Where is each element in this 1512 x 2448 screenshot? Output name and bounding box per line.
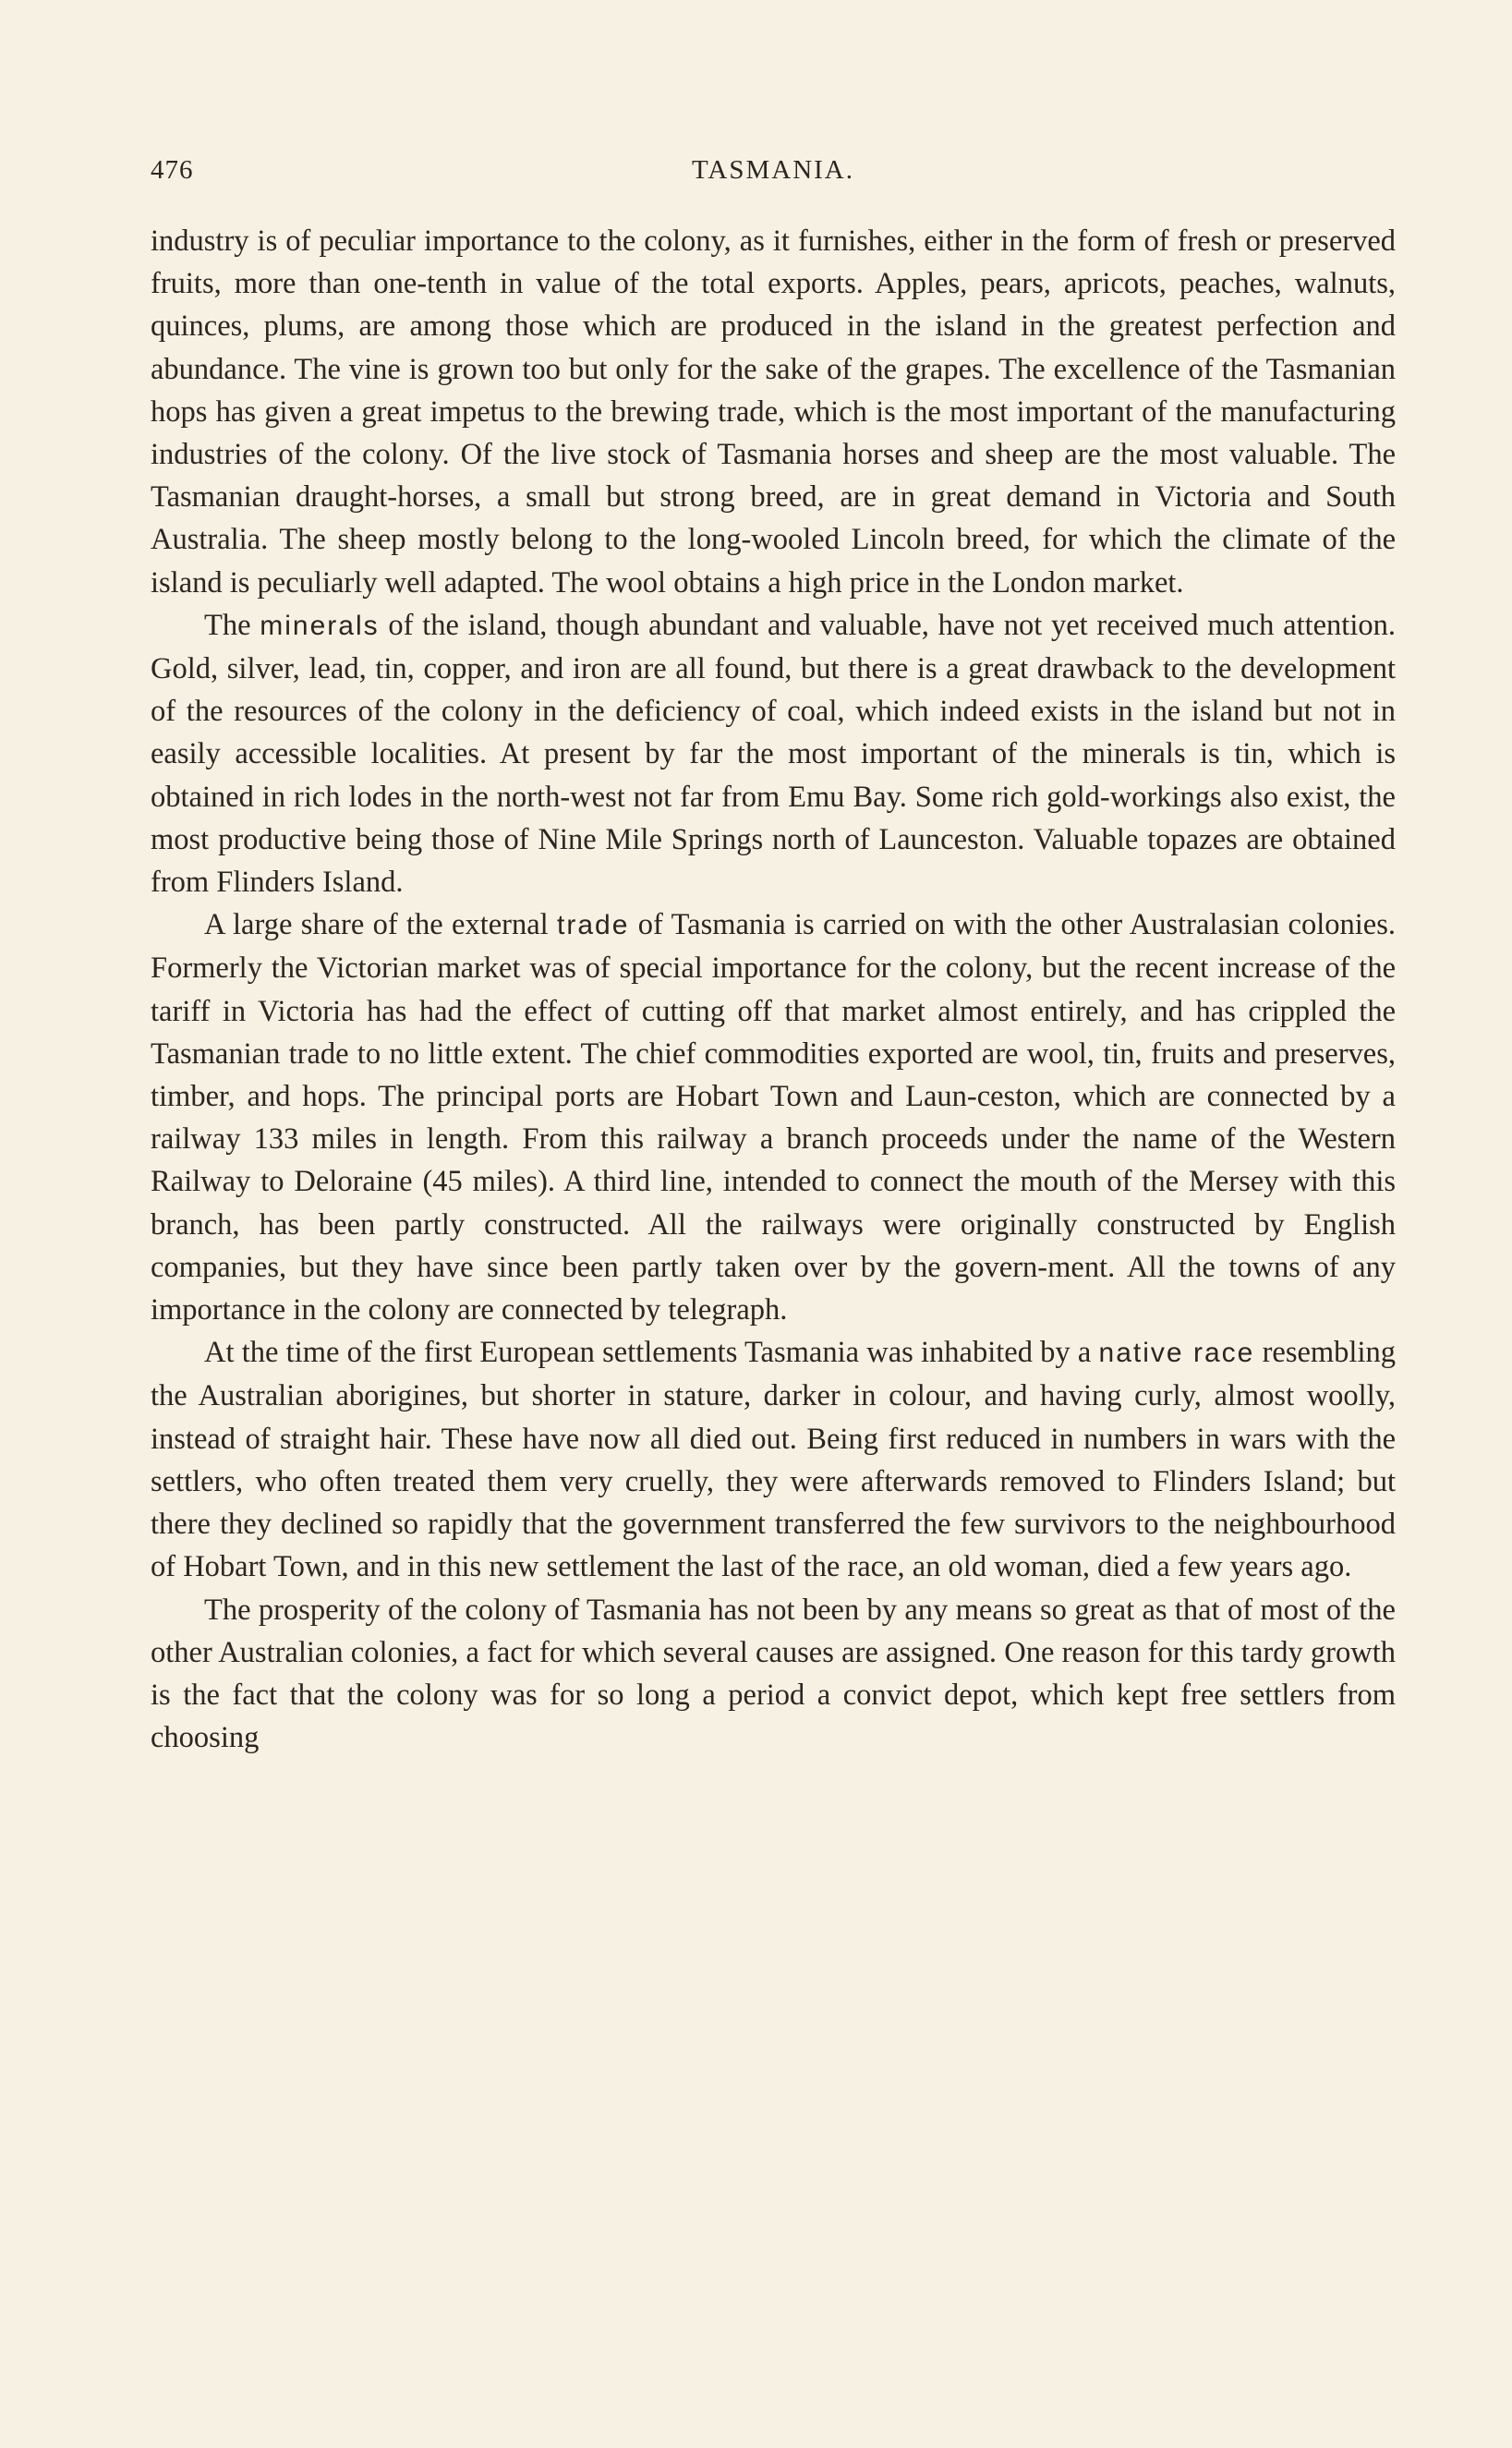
- keyword-trade: trade: [557, 910, 630, 941]
- paragraph-text: industry is of peculiar importance to the colony, as it furnishes, either in the form of fresh or preserved fruits, more than one-tenth in value of the total exports. Apples, pears, apricots, peaches, walnuts, quinces, plums, are among those which are produced in the island in the greatest perfection and abundance. The vine is grown too but only for the sake of the grapes. The excellence of the Tasmanian hops has given a great impetus to the brewing trade, which is the most important of the manufacturing industries of the colony. Of the live stock of Tasmania horses and sheep are the most valuable. The Tasmanian draught-horses, a small but strong breed, are in great demand in Victoria and South Australia. The sheep mostly belong to the long-wooled Lincoln breed, for which the climate of the island is peculiarly well adapted. The wool obtains a high price in the London market.: [151, 224, 1396, 600]
- running-head: [151, 155, 1396, 192]
- paragraph-minerals: [151, 604, 1396, 903]
- paragraph-text: resembling the Australian aborigines, but shorter in stature, darker in colour, and having curly, almost woolly, instead of straight hair. These have now all died out. Being first reduced in numbers in wars with the settlers, who often treated them very cruelly, they were afterwards removed to Flinders Island; but there they declined so rapidly that the government transferred the few survivors to the neighbourhood of Hobart Town, and in this new settlement the last of the race, an old woman, died a few years ago.: [151, 1336, 1396, 1584]
- body-text: [151, 220, 1396, 1759]
- paragraph-trade: [151, 903, 1396, 1331]
- running-title: TASMANIA.: [692, 155, 854, 185]
- paragraph-text: The prosperity of the colony of Tasmania has not been by any means so great as that of most of the other Australian colonies, a fact for which several causes are assigned. One reason for this tardy growth is the fact that the colony was for so long a period a convict depot, which kept free settlers from choosing: [151, 1593, 1396, 1755]
- paragraph-text: A large share of the external: [204, 908, 558, 942]
- paragraph-native-race: [151, 1331, 1396, 1588]
- keyword-minerals: minerals: [260, 610, 380, 641]
- paragraph-text: of Tasmania is carried on with the other Australasian colonies. Formerly the Victorian market was of special importance for the colony, but the recent increase of the tariff in Victoria has had the effect of cutting off that market almost entirely, and has crippled the Tasmanian trade to no little extent. The chief commodities exported are wool, tin, fruits and preserves, timber, and hops. The principal ports are Hobart Town and Laun-ceston, which are connected by a railway 133 miles in length. From this railway a branch proceeds under the name of the Western Railway to Deloraine (45 miles). A third line, intended to connect the mouth of the Mersey with this branch, has been partly constructed. All the railways were originally constructed by English companies, but they have since been partly taken over by the govern-ment. All the towns of any importance in the colony are connected by telegraph.: [151, 908, 1396, 1327]
- paragraph-text: The: [204, 608, 260, 642]
- keyword-native-race: native race: [1098, 1338, 1255, 1369]
- paragraph-fruit-industry: [151, 220, 1396, 604]
- paragraph-prosperity: [151, 1589, 1396, 1760]
- page-number: 476: [151, 155, 194, 185]
- paragraph-text: of the island, though abundant and valuable, have not yet received much attention. Gold, silver, lead, tin, copper, and iron are all found, but there is a great drawback to the development of the resources of the colony in the deficiency of coal, which indeed exists in the island but not in easily accessible localities. At present by far the most important of the minerals is tin, which is obtained in rich lodes in the north-west not far from Emu Bay. Some rich gold-workings also exist, the most productive being those of Nine Mile Springs north of Launceston. Valuable topazes are obtained from Flinders Island.: [151, 608, 1396, 900]
- paragraph-text: At the time of the first European settlements Tasmania was inhabited by a: [204, 1336, 1099, 1370]
